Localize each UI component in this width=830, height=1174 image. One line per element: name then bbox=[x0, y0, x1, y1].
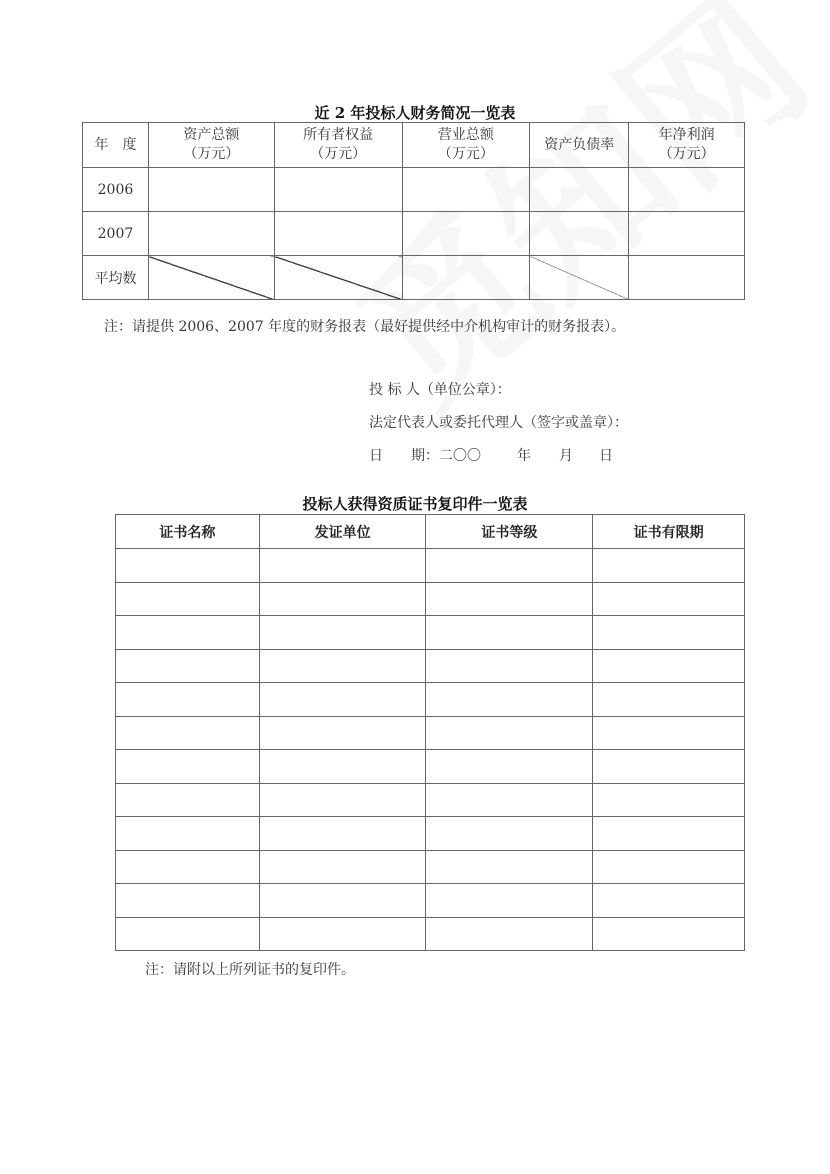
table-cell[interactable] bbox=[259, 582, 426, 616]
financial-note: 注：请提供 2006、2007 年度的财务报表（最好提供经中介机构审计的财务报表）。 bbox=[104, 319, 626, 335]
table-cell[interactable] bbox=[116, 616, 260, 650]
diagonal-cell bbox=[530, 256, 629, 300]
table-cell[interactable] bbox=[426, 750, 593, 784]
table-cell[interactable] bbox=[629, 256, 745, 300]
table-cell[interactable] bbox=[593, 549, 745, 583]
table-cell[interactable] bbox=[426, 683, 593, 717]
table-row bbox=[83, 256, 745, 300]
table-header-row bbox=[116, 515, 745, 549]
certificate-table-body bbox=[116, 549, 745, 951]
table-cell[interactable] bbox=[593, 817, 745, 851]
header-issuing-unit: 发证单位 bbox=[259, 515, 426, 549]
financial-summary-table bbox=[82, 122, 745, 300]
table-cell[interactable] bbox=[629, 168, 745, 212]
table-cell[interactable] bbox=[530, 212, 629, 256]
table-cell[interactable] bbox=[426, 616, 593, 650]
header-year: 年 度 bbox=[83, 123, 149, 168]
table-row bbox=[83, 168, 745, 212]
table-row bbox=[83, 212, 745, 256]
table-cell[interactable] bbox=[259, 817, 426, 851]
date-day: 日 bbox=[599, 448, 613, 464]
table-row bbox=[116, 917, 745, 951]
table-row bbox=[116, 750, 745, 784]
table-cell[interactable] bbox=[426, 817, 593, 851]
table-cell[interactable] bbox=[426, 549, 593, 583]
table-cell[interactable] bbox=[259, 917, 426, 951]
table-row bbox=[116, 817, 745, 851]
date-line bbox=[369, 445, 613, 465]
table-row bbox=[116, 616, 745, 650]
table-cell[interactable] bbox=[426, 850, 593, 884]
header-net-profit: 年净利润 （万元） bbox=[629, 123, 745, 168]
table-cell[interactable] bbox=[593, 850, 745, 884]
table-row bbox=[116, 783, 745, 817]
table-cell[interactable] bbox=[426, 884, 593, 918]
table-cell[interactable] bbox=[116, 582, 260, 616]
header-total-assets: 资产总额 （万元） bbox=[148, 123, 274, 168]
financial-table-title: 近 2 年投标人财务简况一览表 bbox=[314, 104, 516, 122]
table-cell[interactable] bbox=[593, 750, 745, 784]
table-row bbox=[116, 649, 745, 683]
table-cell[interactable] bbox=[593, 783, 745, 817]
header-validity: 证书有限期 bbox=[593, 515, 745, 549]
date-label: 日 期：二〇〇 bbox=[369, 448, 481, 464]
certificate-table bbox=[115, 514, 745, 951]
date-year: 年 bbox=[517, 448, 531, 464]
table-cell[interactable] bbox=[116, 549, 260, 583]
table-row bbox=[116, 850, 745, 884]
table-cell[interactable] bbox=[426, 716, 593, 750]
table-row bbox=[116, 582, 745, 616]
table-cell[interactable] bbox=[402, 168, 530, 212]
table-cell[interactable] bbox=[116, 817, 260, 851]
table-cell[interactable] bbox=[593, 917, 745, 951]
table-cell[interactable] bbox=[116, 716, 260, 750]
table-row bbox=[116, 884, 745, 918]
table-cell[interactable] bbox=[116, 683, 260, 717]
table-row bbox=[116, 716, 745, 750]
table-cell[interactable] bbox=[402, 256, 530, 300]
table-cell[interactable] bbox=[116, 649, 260, 683]
table-row bbox=[116, 683, 745, 717]
table-header-row bbox=[83, 123, 745, 168]
header-total-revenue: 营业总额 （万元） bbox=[402, 123, 530, 168]
table-cell[interactable] bbox=[259, 549, 426, 583]
bidder-seal-line: 投 标 人（单位公章）： bbox=[369, 382, 511, 398]
table-cell[interactable] bbox=[593, 716, 745, 750]
table-cell[interactable] bbox=[426, 783, 593, 817]
table-cell[interactable] bbox=[259, 716, 426, 750]
table-cell[interactable] bbox=[259, 750, 426, 784]
table-cell[interactable] bbox=[259, 850, 426, 884]
table-cell[interactable] bbox=[259, 649, 426, 683]
table-cell[interactable] bbox=[116, 850, 260, 884]
row-label-average: 平均数 bbox=[83, 256, 149, 300]
header-cert-name: 证书名称 bbox=[116, 515, 260, 549]
table-cell[interactable] bbox=[259, 884, 426, 918]
table-cell[interactable] bbox=[274, 212, 402, 256]
table-cell[interactable] bbox=[116, 917, 260, 951]
table-cell[interactable] bbox=[593, 582, 745, 616]
table-row bbox=[116, 549, 745, 583]
representative-signature-line: 法定代表人或委托代理人（签字或盖章）： bbox=[369, 415, 628, 431]
table-cell[interactable] bbox=[116, 884, 260, 918]
table-cell[interactable] bbox=[148, 212, 274, 256]
diagonal-cell bbox=[274, 256, 402, 300]
table-cell[interactable] bbox=[426, 649, 593, 683]
diagonal-cell bbox=[148, 256, 274, 300]
table-cell[interactable] bbox=[593, 649, 745, 683]
row-label-2007: 2007 bbox=[83, 212, 149, 256]
header-debt-ratio: 资产负债率 bbox=[530, 123, 629, 168]
table-cell[interactable] bbox=[148, 168, 274, 212]
certificate-note: 注：请附以上所列证书的复印件。 bbox=[145, 962, 355, 978]
table-cell[interactable] bbox=[259, 783, 426, 817]
table-cell[interactable] bbox=[259, 683, 426, 717]
date-month: 月 bbox=[559, 448, 573, 464]
table-cell[interactable] bbox=[530, 168, 629, 212]
table-cell[interactable] bbox=[593, 884, 745, 918]
table-cell[interactable] bbox=[593, 616, 745, 650]
table-cell[interactable] bbox=[426, 917, 593, 951]
table-cell[interactable] bbox=[116, 750, 260, 784]
header-owner-equity: 所有者权益 （万元） bbox=[274, 123, 402, 168]
row-label-2006: 2006 bbox=[83, 168, 149, 212]
table-cell[interactable] bbox=[426, 582, 593, 616]
table-cell[interactable] bbox=[274, 168, 402, 212]
header-cert-level: 证书等级 bbox=[426, 515, 593, 549]
certificate-table-title: 投标人获得资质证书复印件一览表 bbox=[302, 495, 528, 513]
table-cell[interactable] bbox=[593, 683, 745, 717]
table-cell[interactable] bbox=[402, 212, 530, 256]
table-cell[interactable] bbox=[259, 616, 426, 650]
table-cell[interactable] bbox=[629, 212, 745, 256]
table-cell[interactable] bbox=[116, 783, 260, 817]
